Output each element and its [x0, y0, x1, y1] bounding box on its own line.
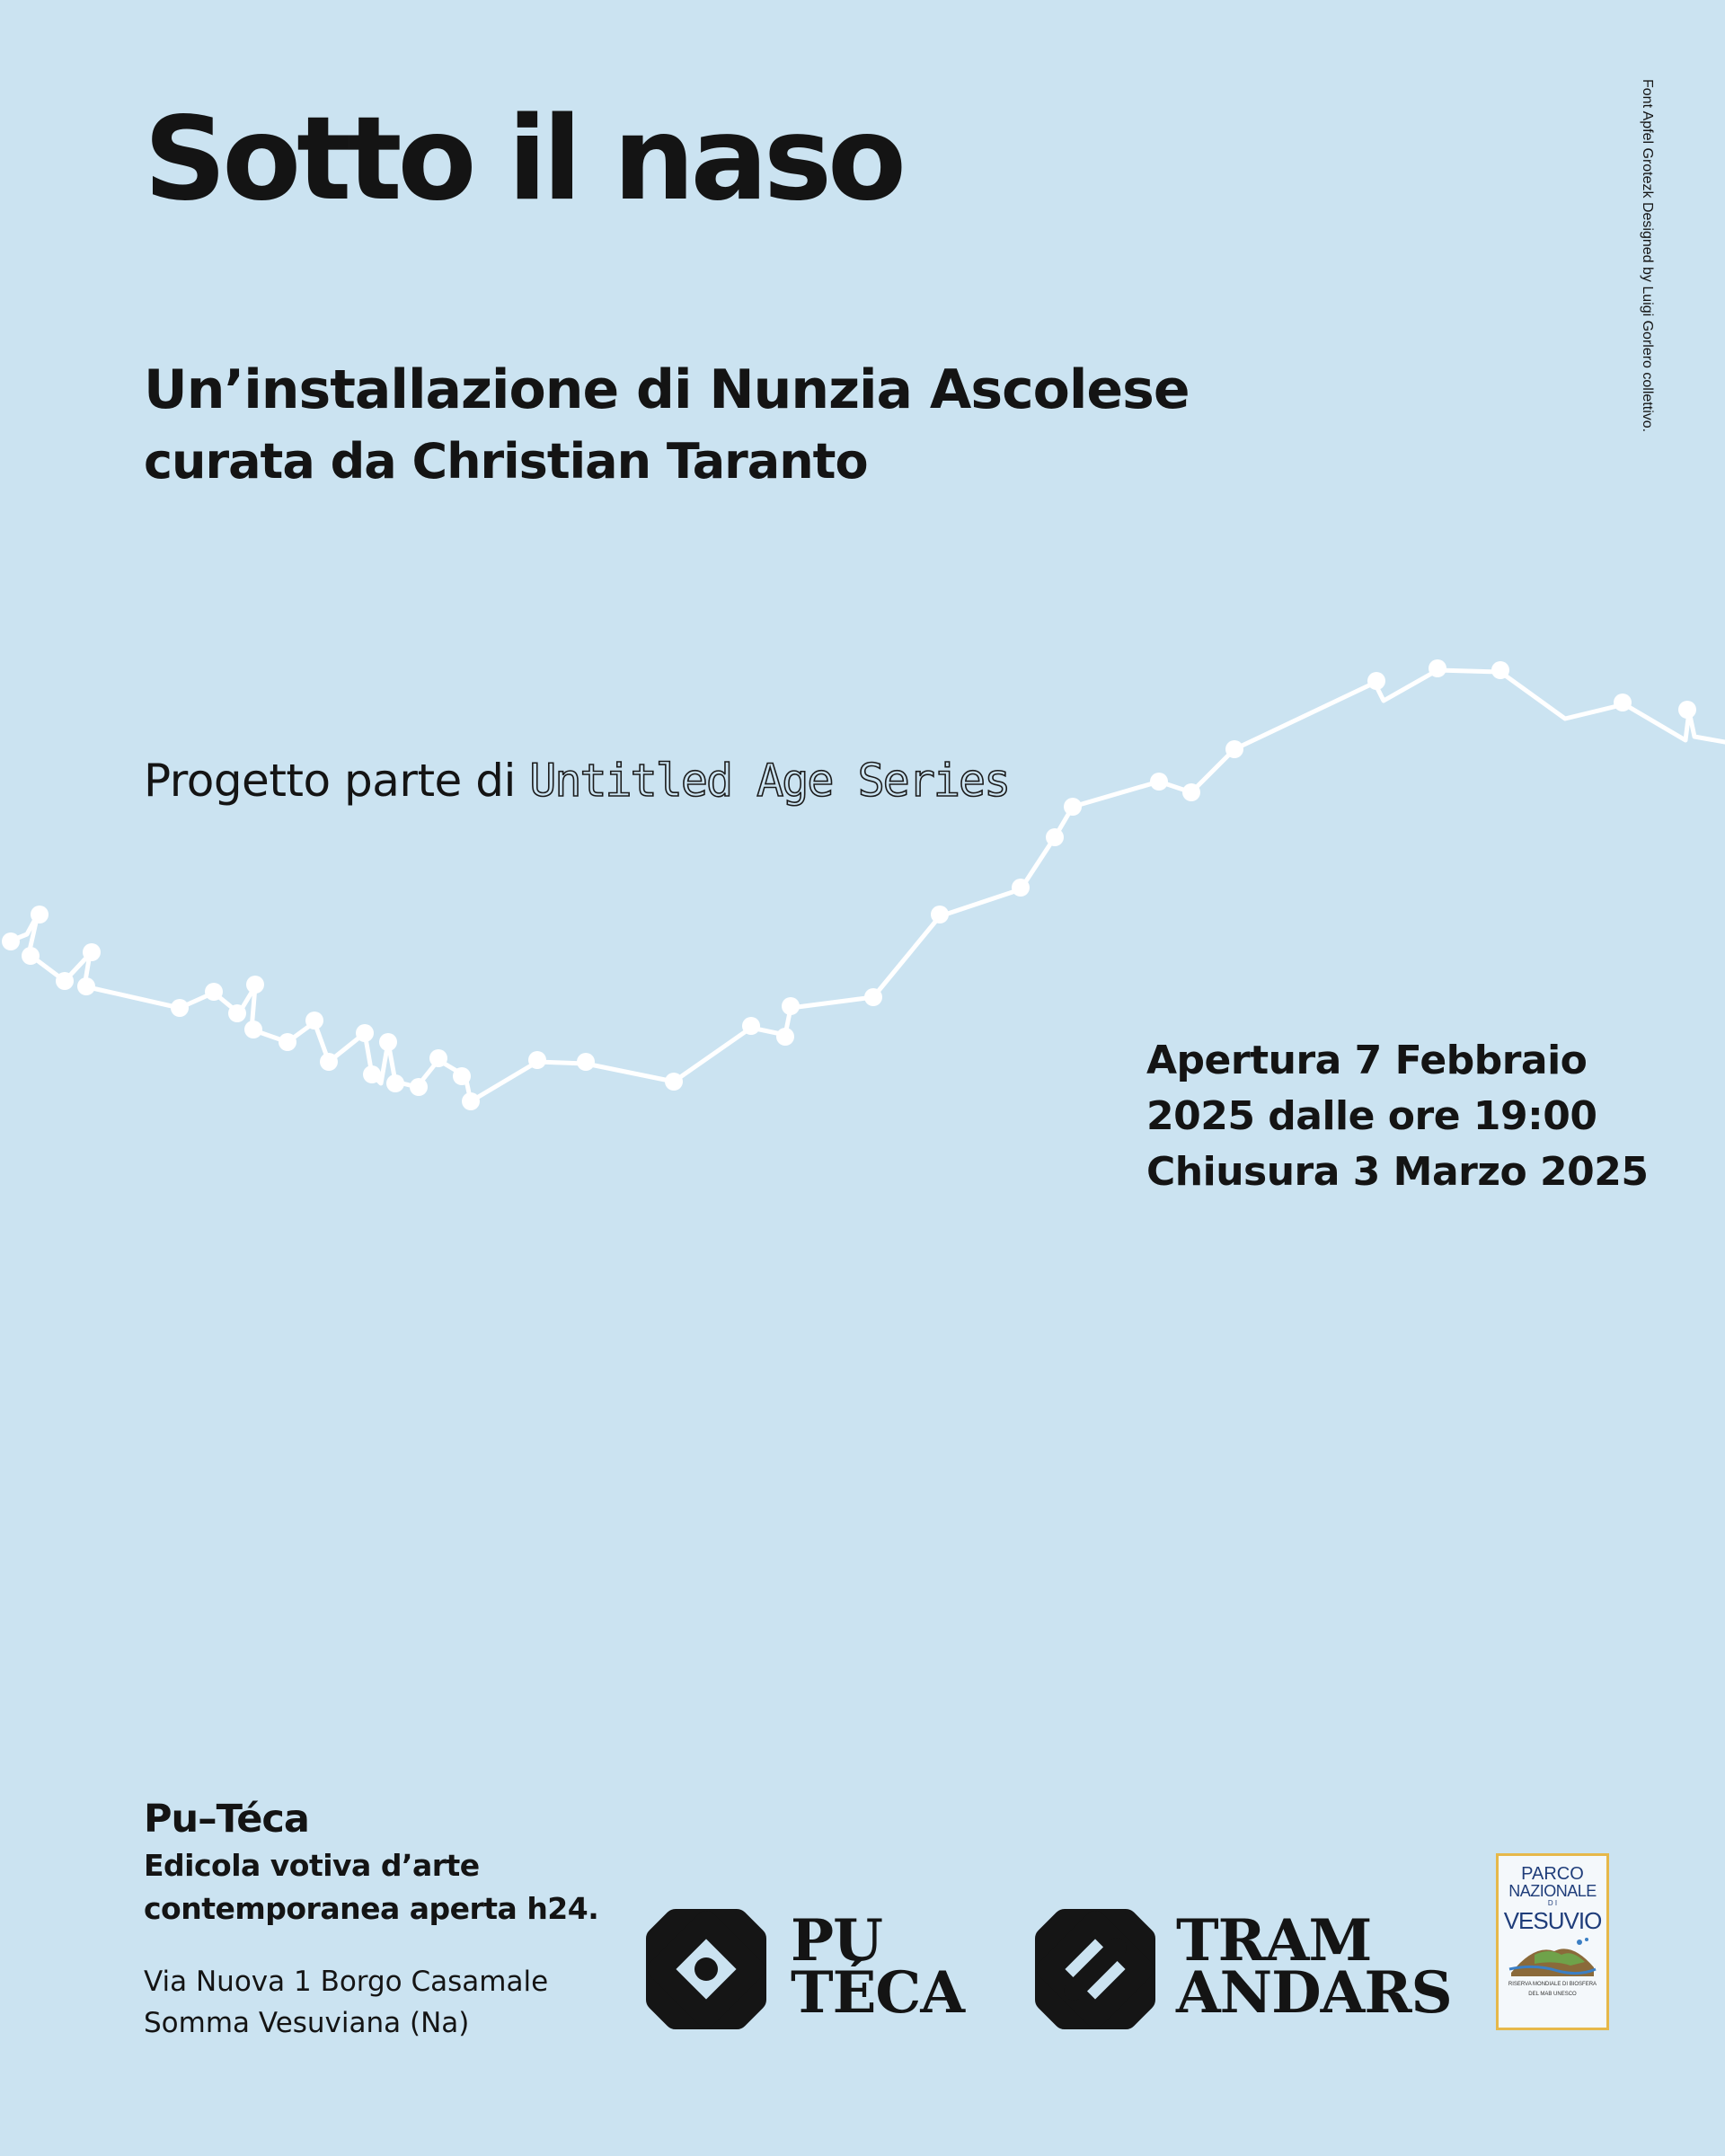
park-footer-1: RISERVA MONDIALE DI BIOSFERA — [1508, 1982, 1597, 1987]
project-prefix: Progetto parte di — [144, 755, 530, 807]
park-line-2: NAZIONALE — [1508, 1882, 1597, 1900]
tramandars-logo — [1029, 1903, 1452, 2037]
dates-line-1: Apertura 7 Febbraio — [1146, 1038, 1588, 1083]
tramandars-line-1: TRAM — [1176, 1907, 1372, 1975]
park-line-1: PARCO — [1521, 1864, 1584, 1884]
puteca-line-1: PU — [791, 1907, 882, 1975]
volcano-icon — [1508, 1937, 1597, 1978]
event-dates — [1146, 1033, 1648, 1200]
series-name: Untitled Age Series — [529, 755, 1010, 807]
dates-line-3: Chiusura 3 Marzo 2025 — [1146, 1149, 1649, 1195]
poster-title: Sotto il naso — [144, 93, 902, 226]
parco-vesuvio-logo — [1496, 1853, 1609, 2030]
park-line-di: D I — [1547, 1899, 1558, 1907]
puteca-logo — [640, 1903, 964, 2037]
venue-name: Pu–Téca — [144, 1797, 309, 1842]
park-line-3: VESUVIO — [1503, 1907, 1602, 1934]
project-line — [144, 755, 1009, 807]
venue-info — [144, 1794, 598, 1931]
font-credit: Font Apfel Grotezk Designed by Luigi Gorlero collettivo. — [1640, 79, 1655, 433]
puteca-mark-icon — [640, 1903, 773, 2036]
venue-desc-1: Edicola votiva d’arte — [144, 1848, 480, 1883]
address-line-1: Via Nuova 1 Borgo Casamale — [144, 1966, 549, 1998]
address-line-2: Somma Vesuviana (Na) — [144, 2007, 470, 2039]
curator-line: curata da Christian Taranto — [144, 433, 868, 490]
park-footer-2: DEL MAB UNESCO — [1528, 1992, 1577, 1997]
tramandars-mark-icon — [1029, 1903, 1162, 2036]
venue-address — [144, 1961, 548, 2044]
tramandars-line-2: ANDARS — [1176, 1959, 1452, 2027]
venue-desc-2: contemporanea aperta h24. — [144, 1891, 599, 1926]
puteca-line-2: TÉCA — [791, 1959, 964, 2027]
dates-line-2: 2025 dalle ore 19:00 — [1146, 1093, 1597, 1139]
subtitle: Un’installazione di Nunzia Ascolese — [144, 358, 1190, 421]
